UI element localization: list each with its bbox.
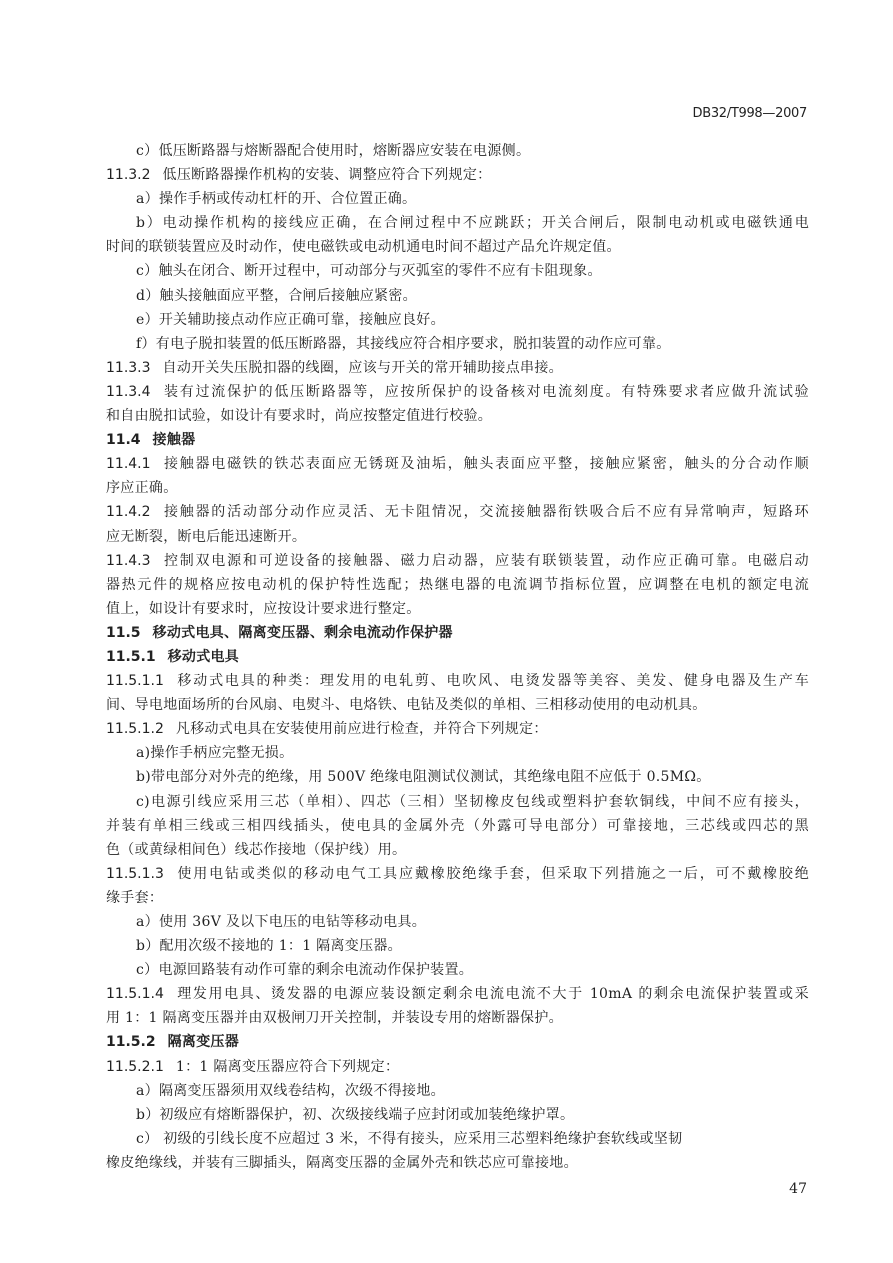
text-line (106, 910, 809, 934)
clause-number: 11.5.1.4 (106, 986, 164, 1003)
clause-number: 11.5.2.1 (106, 1058, 164, 1075)
text-line (106, 1006, 809, 1030)
text-line (106, 814, 809, 838)
line-text: 并装有单相三线或三相四线插头，使电具的金属外壳（外露可导电部分）可靠接地，三芯线或四芯的黑 (106, 817, 809, 834)
line-text: 接触器 (152, 432, 196, 449)
text-line (106, 235, 809, 259)
line-text: b)带电部分对外壳的绝缘，用 500V 绝缘电阻测试仪测试，其绝缘电阻不应低于 0.5MΩ。 (136, 769, 711, 786)
line-text: 低压断路器操作机构的安装、调整应符合下列规定： (162, 167, 492, 184)
line-text: b）初级应有熔断器保护，初、次级接线端子应封闭或加装绝缘护罩。 (136, 1106, 575, 1123)
clause-number: 11.5.1.2 (106, 721, 164, 738)
line-text: 色（或黄绿相间色）线芯作接地（保护线）用。 (106, 841, 407, 858)
line-text: 接触器的活动部分动作应灵活、无卡阻情况，交流接触器衔铁吸合后不应有异常响声，短路环 (162, 504, 809, 521)
text-line (106, 211, 809, 235)
line-text: 和自由脱扣试验，如设计有要求时，尚应按整定值进行校验。 (106, 408, 493, 425)
clause-line (106, 356, 809, 380)
line-text: 凡移动式电具在安装使用前应进行检查，并符合下列规定： (175, 721, 548, 738)
text-line (106, 1127, 809, 1151)
text-line (106, 308, 809, 332)
line-text: 移动式电具、隔离变压器、剩余电流动作保护器 (152, 624, 453, 641)
line-text: 接触器电磁铁的铁芯表面应无锈斑及油垢，触头表面应平整，接触应紧密，触头的分合动作顺 (162, 456, 809, 473)
line-text: 缘手套： (106, 889, 164, 906)
text-line (106, 525, 809, 549)
text-line (106, 693, 809, 717)
clause-line (106, 380, 809, 404)
line-text: a)操作手柄应完整无损。 (136, 745, 294, 762)
section-heading (106, 428, 809, 452)
section-heading (106, 645, 809, 669)
clause-line (106, 1055, 809, 1079)
text-line (106, 790, 809, 814)
text-line (106, 259, 809, 283)
line-text: c）低压断路器与熔断器配合使用时，熔断器应安装在电源侧。 (136, 143, 531, 159)
line-text: f）有电子脱扣装置的低压断路器，其接线应符合相序要求，脱扣装置的动作应可靠。 (136, 335, 671, 352)
line-text: 时间的联锁装置应及时动作，使电磁铁或电动机通电时间不超过产品允许规定值。 (106, 239, 621, 256)
line-text: c）电源回路装有动作可靠的剩余电流动作保护装置。 (136, 962, 474, 979)
clause-number: 11.4 (106, 432, 141, 449)
clause-number: 11.5.1.3 (106, 865, 164, 882)
clause-number: 11.3.2 (106, 167, 151, 184)
line-text: 橡皮绝缘线，并装有三脚插头，隔离变压器的金属外壳和铁芯应可靠接地。 (106, 1154, 578, 1171)
clause-number: 11.5.2 (106, 1034, 156, 1051)
clause-line (106, 452, 809, 476)
text-line (106, 958, 809, 982)
clause-line (106, 862, 809, 886)
line-text: 装有过流保护的低压断路器等，应按所保护的设备核对电流刻度。有特殊要求者应做升流试验 (162, 383, 809, 400)
line-text: b）电动操作机构的接线应正确，在合闸过程中不应跳跃；开关合闸后，限制电动机或电磁铁通电 (136, 215, 809, 232)
text-line (106, 187, 809, 211)
text-line (106, 741, 809, 765)
line-text: e）开关辅助接点动作应正确可靠，接触应良好。 (136, 311, 445, 328)
clause-line (106, 500, 809, 524)
clause-number: 11.4.2 (106, 504, 151, 521)
text-line (106, 765, 809, 789)
section-heading (106, 1030, 809, 1054)
line-text: c） 初级的引线长度不应超过 3 米，不得有接头，应采用三芯塑料绝缘护套软线或坚韧 (136, 1130, 683, 1147)
line-text: a）操作手柄或传动杠杆的开、合位置正确。 (136, 191, 417, 208)
clause-line (106, 717, 809, 741)
clause-number: 11.4.1 (106, 456, 151, 473)
line-text: 1：1 隔离变压器应符合下列规定： (175, 1058, 400, 1075)
clause-line (106, 163, 809, 187)
document-id: DB32/T998—2007 (692, 106, 807, 121)
line-text: d）触头接触面应平整，合闸后接触应紧密。 (136, 287, 417, 304)
text-line (106, 332, 809, 356)
clause-line (106, 549, 809, 573)
clause-line (106, 982, 809, 1006)
clause-number: 11.3.3 (106, 359, 151, 376)
text-line (106, 284, 809, 308)
line-text: 隔离变压器 (167, 1034, 240, 1051)
page-number: 47 (789, 1181, 807, 1197)
line-text: 用 1：1 隔离变压器并由双极闸刀开关控制，并装设专用的熔断器保护。 (106, 1010, 563, 1027)
line-text: 移动式电具的种类：理发用的电轧剪、电吹风、电烫发器等美容、美发、健身电器及生产车 (175, 673, 809, 690)
line-text: b）配用次级不接地的 1：1 隔离变压器。 (136, 938, 402, 955)
line-text: 理发用电具、烫发器的电源应装设额定剩余电流电流不大于 10mA 的剩余电流保护装置或采 (175, 986, 809, 1003)
clause-number: 11.5 (106, 624, 141, 641)
text-line (106, 139, 809, 163)
document-body (106, 139, 809, 1175)
text-line (106, 838, 809, 862)
line-text: a）使用 36V 及以下电压的电钻等移动电具。 (136, 914, 427, 930)
line-text: 器热元件的规格应按电动机的保护特性选配；热继电器的电流调节指标位置，应调整在电机的额定电流 (106, 576, 809, 593)
clause-number: 11.4.3 (106, 552, 151, 569)
line-text: 间、导电地面场所的台风扇、电熨斗、电烙铁、电钻及类似的单相、三相移动使用的电动机具。 (106, 697, 707, 714)
line-text: 使用电钻或类似的移动电气工具应戴橡胶绝缘手套，但采取下列措施之一后，可不戴橡胶绝 (175, 865, 809, 882)
clause-number: 11.5.1 (106, 648, 156, 665)
clause-line (106, 669, 809, 693)
section-heading (106, 621, 809, 645)
text-line (106, 886, 809, 910)
line-text: 自动开关失压脱扣器的线圈，应该与开关的常开辅助接点串接。 (162, 359, 563, 376)
line-text: 移动式电具 (167, 648, 240, 665)
text-line (106, 476, 809, 500)
text-line (106, 404, 809, 428)
text-line (106, 1079, 809, 1103)
text-line (106, 934, 809, 958)
text-line (106, 1103, 809, 1127)
line-text: c）触头在闭合、断开过程中，可动部分与灭弧室的零件不应有卡阻现象。 (136, 263, 602, 280)
clause-number: 11.3.4 (106, 383, 151, 400)
line-text: a）隔离变压器须用双线卷结构，次级不得接地。 (136, 1082, 445, 1099)
line-text: 值上，如设计有要求时，应按设计要求进行整定。 (106, 600, 421, 617)
line-text: 应无断裂，断电后能迅速断开。 (106, 528, 307, 545)
text-line (106, 1151, 809, 1175)
line-text: 控制双电源和可逆设备的接触器、磁力启动器，应装有联锁装置，动作应正确可靠。电磁启动 (162, 552, 809, 569)
clause-number: 11.5.1.1 (106, 673, 164, 690)
line-text: 序应正确。 (106, 480, 178, 497)
text-line (106, 573, 809, 597)
text-line (106, 597, 809, 621)
line-text: c)电源引线应采用三芯（单相）、四芯（三相）坚韧橡皮包线或塑料护套软铜线，中间不应有接头， (136, 793, 809, 810)
